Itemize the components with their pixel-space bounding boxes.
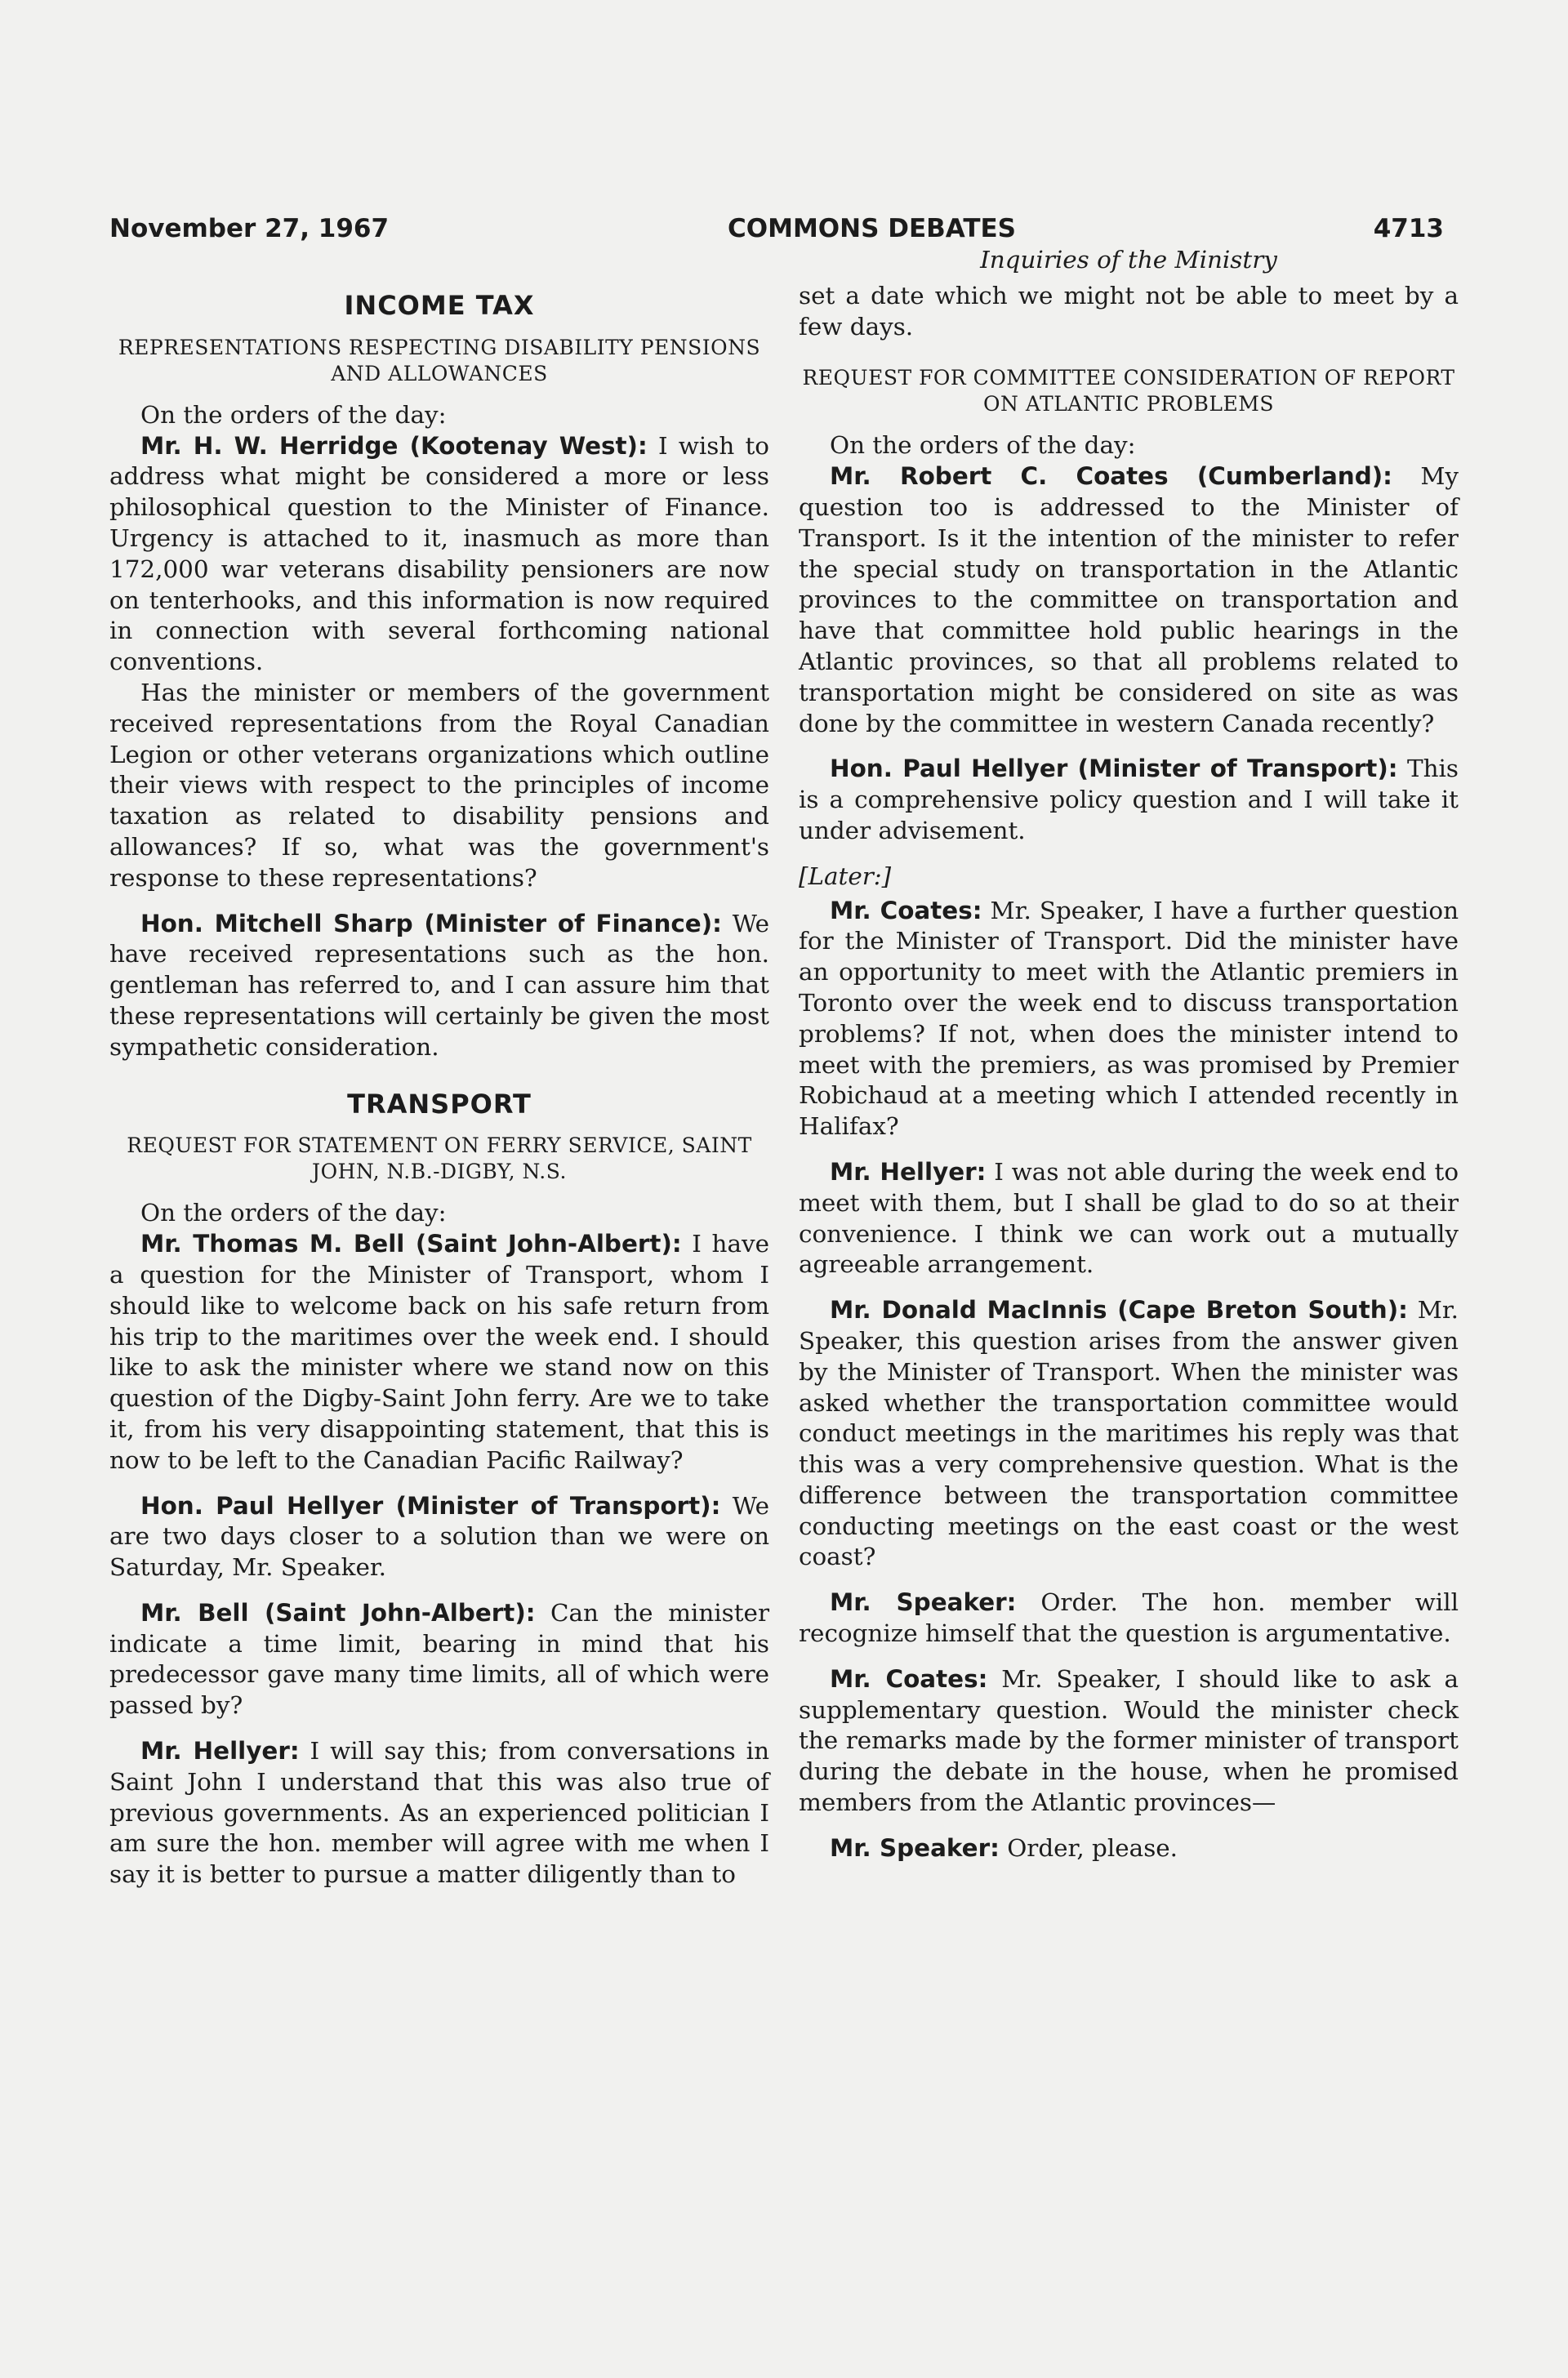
speech-macinnis xyxy=(799,1295,1459,1573)
speech-text: I wish to address what might be considered a more or less philosophical question to the Minister of Finance. Urgency is attached to it, inasmuch as more than 172,000 war veterans disability pensioners are now on tenterhooks, and this information is now required in connection with several forthcoming national conventions. xyxy=(109,431,769,676)
orders-of-the-day: On the orders of the day: xyxy=(140,400,447,429)
speech-speaker-2 xyxy=(799,1833,1459,1864)
header-date: November 27, 1967 xyxy=(109,214,390,243)
section-title-transport: TRANSPORT xyxy=(347,1088,532,1120)
speech-text: I will say this; from conversations in Saint John I understand that this was also true of previous governments. As an experienced politician I am sure the hon. member will agree with me when I say it is better to pursue a matter diligently than to xyxy=(109,1737,770,1889)
speech-speaker xyxy=(799,1588,1459,1650)
speaker-name: Mr. Robert C. Coates (Cumberland): xyxy=(830,462,1392,491)
speech-coates-2 xyxy=(799,896,1459,1142)
speech-text: We have received representations such as the hon. gentleman has referred to, and I can assure him that these representations will certainly be given the most sympathetic consideration. xyxy=(109,909,769,1061)
continuation-text: set a date which we might not be able to meet by a few days. xyxy=(799,281,1459,341)
left-column xyxy=(109,245,769,1905)
speech-hellyer xyxy=(799,754,1459,846)
later-text: [Later:] xyxy=(799,862,892,890)
speech-hellyer xyxy=(109,1491,769,1583)
header-page-number: 4713 xyxy=(1373,214,1444,243)
speech-text: I was not able during the week end to meet with them, but I shall be glad to do so at their convenience. I think we can work out a mutually agreeable arrangement. xyxy=(799,1157,1459,1279)
section-title-income-tax: INCOME TAX xyxy=(344,290,535,321)
speaker-name: Hon. Paul Hellyer (Minister of Transport): xyxy=(830,755,1398,783)
subhead-disability-pensions: REPRESENTATIONS RESPECTING DISABILITY PENSIONS AND ALLOWANCES xyxy=(118,335,761,385)
speaker-name: Mr. Coates: xyxy=(830,1664,988,1693)
speaker-name: Mr. H. W. Herridge (Kootenay West): xyxy=(140,431,648,460)
speech-text: We are two days closer to a solution than we were on Saturday, Mr. Speaker. xyxy=(109,1491,769,1582)
subhead-atlantic-problems: REQUEST FOR COMMITTEE CONSIDERATION OF REPORT ON ATLANTIC PROBLEMS xyxy=(802,366,1455,416)
speaker-name: Mr. Hellyer: xyxy=(830,1157,987,1186)
speaker-name: Hon. Paul Hellyer (Minister of Transport): xyxy=(140,1491,721,1520)
speech-text: This is a comprehensive policy question and I will take it under advisement. xyxy=(799,755,1459,844)
speech-hellyer-2 xyxy=(799,1157,1459,1280)
speaker-name: Mr. Coates: xyxy=(830,896,982,924)
speech-text: My question too is addressed to the Minister of Transport. Is it the intention of the minister to refer the special study on transportation in the Atlantic provinces to the committee on transportation and have that committee hold public hearings in the Atlantic provinces, so that all problems related to transportation might be considered on site as was done by the committee in western Canada recently? xyxy=(799,462,1459,737)
speech-bell xyxy=(109,1229,769,1476)
orders-of-the-day: On the orders of the day: xyxy=(140,1199,447,1227)
speech-sharp xyxy=(109,909,769,1063)
speech-text: Mr. Speaker, I have a further question for the Minister of Transport. Did the minister have an opportunity to meet with the Atlantic premiers in Toronto over the week end to discuss transportation problems? If not, when does the minister intend to meet with the premiers, as was promised by Premier Robichaud at a meeting which I attended recently in Halifax? xyxy=(799,896,1459,1141)
speaker-name: Mr. Hellyer: xyxy=(140,1737,300,1766)
speaker-name: Mr. Thomas M. Bell (Saint John-Albert): xyxy=(140,1230,682,1258)
speech-text: I have a question for the Minister of Transport, whom I should like to welcome back on his safe return from his trip to the maritimes over the week end. I should like to ask the minister where we stand now on this question of the Digby-Saint John ferry. Are we to take it, from his very disappointing statement, that this is now to be left to the Canadian Pacific Railway? xyxy=(109,1230,769,1474)
speaker-name: Mr. Speaker: xyxy=(830,1588,1017,1617)
speech-herridge-continued: Has the minister or members of the government received representations from the Royal Canadian Legion or other veterans organizations which outline their views with respect to the principles of income taxation as related to disability pensions and allowances? If so, what was the government's response to these representations? xyxy=(109,678,769,892)
speaker-name: Mr. Bell (Saint John-Albert): xyxy=(140,1598,536,1627)
later-marker xyxy=(799,862,1459,893)
speech-text: Can the minister indicate a time limit, bearing in mind that his predecessor gave many time limits, all of which were passed by? xyxy=(109,1598,769,1720)
speech-text: Mr. Speaker, I should like to ask a supplementary question. Would the minister check the remarks made by the former minister of transport during the debate in the house, when he promised members from the Atlantic provinces— xyxy=(799,1664,1459,1817)
speech-text: Order, please. xyxy=(1007,1833,1178,1862)
speaker-name: Mr. Donald MacInnis (Cape Breton South): xyxy=(830,1296,1408,1325)
speaker-name: Mr. Speaker: xyxy=(830,1833,1000,1862)
orders-of-the-day: On the orders of the day: xyxy=(830,431,1136,460)
speech-coates xyxy=(799,461,1459,739)
speech-herridge xyxy=(109,431,769,678)
subhead-ferry-service: REQUEST FOR STATEMENT ON FERRY SERVICE, SAINT JOHN, N.B.-DIGBY, N.S. xyxy=(127,1133,752,1184)
speech-hellyer-2 xyxy=(109,1736,769,1890)
speech-text: Order. The hon. member will recognize himself that the question is argumentative. xyxy=(799,1588,1459,1648)
running-head: Inquiries of the Ministry xyxy=(980,246,1277,274)
speech-coates-3 xyxy=(799,1664,1459,1819)
speaker-name: Hon. Mitchell Sharp (Minister of Finance): xyxy=(140,909,722,937)
speech-bell-2 xyxy=(109,1598,769,1721)
speech-text: Mr. Speaker, this question arises from the answer given by the Minister of Transport. When the minister was asked whether the transportation committee would conduct meetings in the maritimes his reply was that this was a very comprehensive question. What is the difference between the transportation committee conducting meetings on the east coast or the west coast? xyxy=(799,1296,1459,1571)
header-publication: COMMONS DEBATES xyxy=(728,214,1016,243)
right-column xyxy=(799,245,1459,1879)
